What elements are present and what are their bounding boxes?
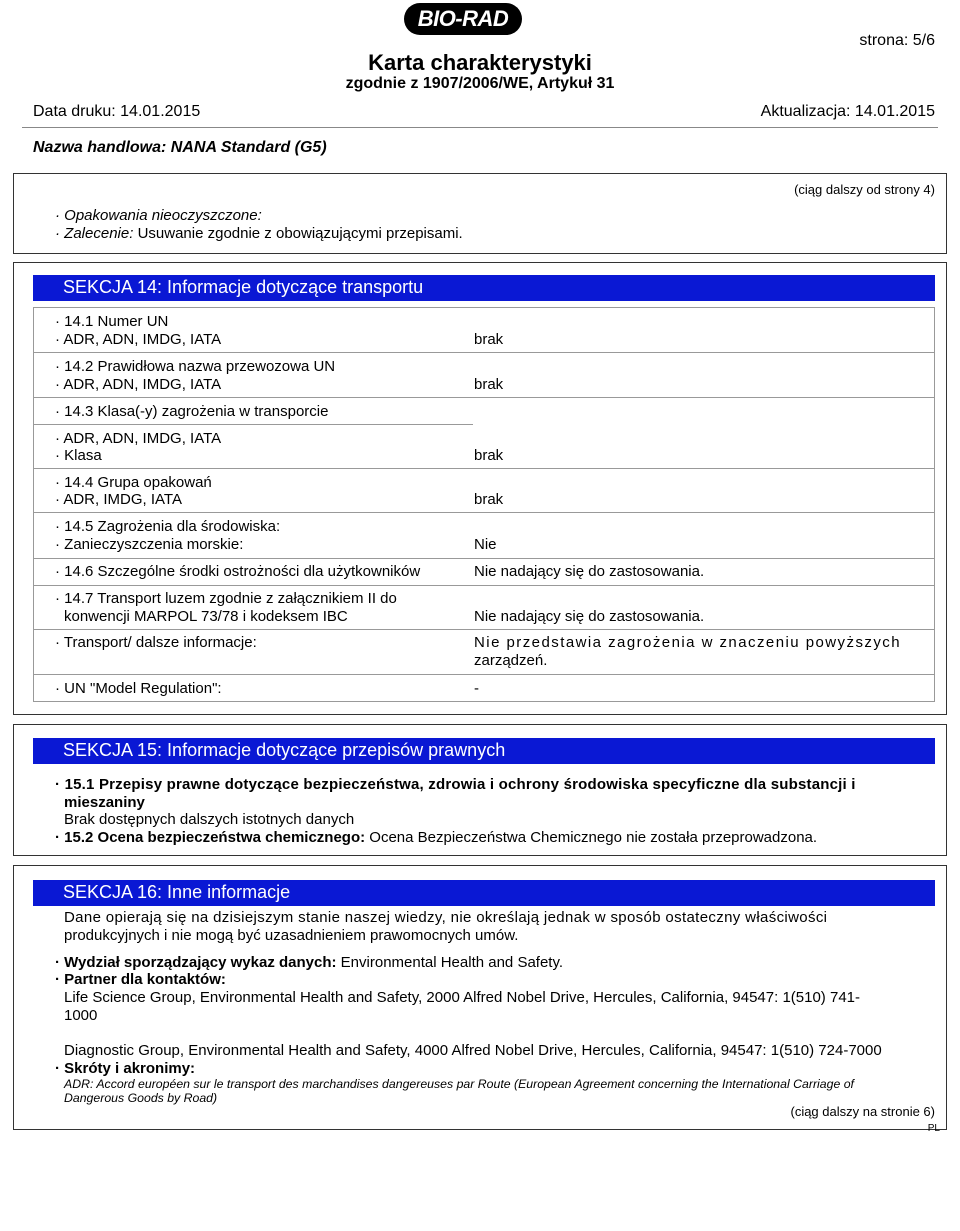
contact-life-science: Life Science Group, Environmental Health and Safety, 2000 Alfred Nobel Drive, Hercules, California, 94547: 1(510) 741- xyxy=(64,989,860,1006)
regulations-label: · 15.1 Przepisy prawne dotyczące bezpieczeństwa, zdrowia i ochrony środowiska specyficzne dla substancji i xyxy=(55,776,856,793)
further-info-value: Nie przedstawia zagrożenia w znaczeniu powyższych xyxy=(474,634,902,651)
document-title: Karta charakterystyki xyxy=(368,50,592,75)
packaging-label: · Opakowania nieoczyszczone: xyxy=(55,207,262,224)
packing-group-value: brak xyxy=(474,491,504,508)
hazard-class-sub: · ADR, ADN, IMDG, IATA xyxy=(55,430,221,447)
further-info-value-cont: zarządzeń. xyxy=(474,652,548,669)
section16-heading: SEKCJA 16: Inne informacje xyxy=(33,880,935,906)
chemical-safety-label: · 15.2 Ocena bezpieczeństwa chemicznego: xyxy=(55,829,365,846)
bio-rad-logo: BIO-RAD xyxy=(404,3,522,35)
continued-from: (ciąg dalszy od strony 4) xyxy=(794,182,935,197)
env-hazard-label: · 14.5 Zagrożenia dla środowiska: xyxy=(55,518,280,535)
trade-name: Nazwa handlowa: NANA Standard (G5) xyxy=(33,139,327,156)
department-value: Environmental Health and Safety. xyxy=(340,954,564,971)
row-divider xyxy=(33,558,935,559)
disclaimer-text-cont: produkcyjnych i nie mogą być uzasadnieniem prawomocnych umów. xyxy=(64,927,519,944)
row-divider xyxy=(33,585,935,586)
regulations-value: Brak dostępnych dalszych istotnych danych xyxy=(64,811,355,828)
print-date: Data druku: 14.01.2015 xyxy=(33,103,201,120)
chemical-safety-line xyxy=(55,829,817,846)
row-divider xyxy=(33,397,935,398)
department-label: · Wydział sporządzający wykaz danych: xyxy=(55,954,337,971)
packing-group-label: · 14.4 Grupa opakowań xyxy=(55,474,212,491)
document-subtitle: zgodnie z 1907/2006/WE, Artykuł 31 xyxy=(345,75,615,92)
shipping-name-label: · 14.2 Prawidłowa nazwa przewozowa UN xyxy=(55,358,335,375)
row-divider xyxy=(33,468,935,469)
disclaimer-text: Dane opierają się na dzisiejszym stanie naszej wiedzy, nie określają jednak w sposób ostateczny właściwości xyxy=(64,909,828,926)
shipping-name-sub: · ADR, ADN, IMDG, IATA xyxy=(55,376,221,393)
row-divider xyxy=(33,352,935,353)
abbreviations-label: · Skróty i akronimy: xyxy=(55,1060,195,1077)
precautions-value: Nie nadający się do zastosowania. xyxy=(474,563,705,580)
un-number-sub: · ADR, ADN, IMDG, IATA xyxy=(55,331,221,348)
section15-heading: SEKCJA 15: Informacje dotyczące przepisów prawnych xyxy=(33,738,935,764)
marine-pollutant-label: · Zanieczyszczenia morskie: xyxy=(55,536,243,553)
row-divider xyxy=(33,512,935,513)
packing-group-sub: · ADR, IMDG, IATA xyxy=(55,491,182,508)
contact-label: · Partner dla kontaktów: xyxy=(55,971,226,988)
class-value: brak xyxy=(474,447,504,464)
abbreviation-adr: ADR: Accord européen sur le transport des marchandises dangereuses par Route (European Agreement concerning the International Carriage of xyxy=(64,1077,854,1091)
row-divider xyxy=(33,674,935,675)
update-date: Aktualizacja: 14.01.2015 xyxy=(760,103,935,120)
continued-on: (ciąg dalszy na stronie 6) xyxy=(790,1104,935,1119)
hazard-class-label: · 14.3 Klasa(-y) zagrożenia w transporcie xyxy=(55,403,328,420)
row-divider xyxy=(33,424,473,425)
row-divider xyxy=(33,629,935,630)
regulations-label-cont: mieszaniny xyxy=(64,794,145,811)
un-number-value: brak xyxy=(474,331,504,348)
further-info-label: · Transport/ dalsze informacje: xyxy=(55,634,257,651)
abbreviation-adr-cont: Dangerous Goods by Road) xyxy=(64,1091,218,1105)
header-divider xyxy=(22,127,938,128)
contact-diagnostic: Diagnostic Group, Environmental Health and Safety, 4000 Alfred Nobel Drive, Hercules, California, 94547: 1(510) 724-7000 xyxy=(64,1042,882,1059)
section14-heading: SEKCJA 14: Informacje dotyczące transportu xyxy=(33,275,935,301)
bulk-transport-label-cont: konwencji MARPOL 73/78 i kodeksem IBC xyxy=(64,608,348,625)
precautions-label: · 14.6 Szczególne środki ostrożności dla użytkowników xyxy=(55,563,420,580)
page-number: strona: 5/6 xyxy=(859,32,935,49)
recommendation-value: Usuwanie zgodnie z obowiązującymi przepisami. xyxy=(137,225,463,242)
bulk-transport-label: · 14.7 Transport luzem zgodnie z załącznikiem II do xyxy=(55,590,397,607)
contact-life-science-cont: 1000 xyxy=(64,1007,98,1024)
model-regulation-value: - xyxy=(474,680,479,697)
recommendation-line xyxy=(55,225,463,242)
shipping-name-value: brak xyxy=(474,376,504,393)
chemical-safety-value: Ocena Bezpieczeństwa Chemicznego nie została przeprowadzona. xyxy=(369,829,818,846)
model-regulation-label: · UN "Model Regulation": xyxy=(55,680,222,697)
marine-pollutant-value: Nie xyxy=(474,536,497,553)
un-number-label: · 14.1 Numer UN xyxy=(55,313,168,330)
bulk-transport-value: Nie nadający się do zastosowania. xyxy=(474,608,705,625)
department-line xyxy=(55,954,563,971)
recommendation-label: · Zalecenie: xyxy=(55,225,133,242)
language-code: PL xyxy=(927,1123,940,1134)
class-label: · Klasa xyxy=(55,447,102,464)
